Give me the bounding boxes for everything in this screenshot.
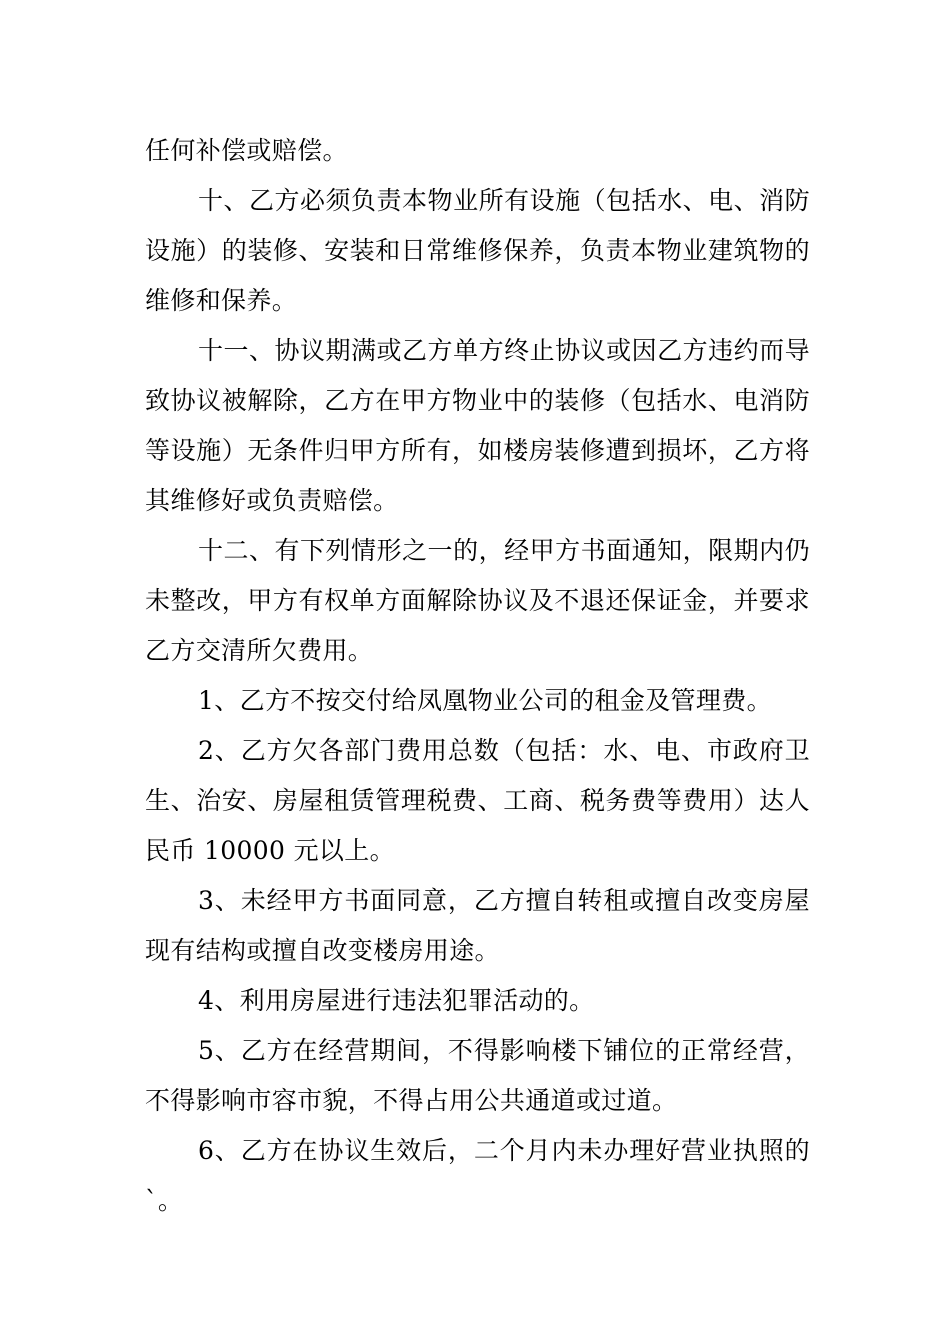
list-item-2: 2、乙方欠各部门费用总数（包括：水、电、市政府卫生、治安、房屋租赁管理税费、工商、税务费等费用）达人民币 10000 元以上。 xyxy=(145,736,810,865)
list-item-1: 1、乙方不按交付给凤凰物业公司的租金及管理费。 xyxy=(198,686,772,715)
paragraph-continuation: 任何补偿或赔偿。 xyxy=(145,136,348,165)
paragraph-clause-12: 十二、有下列情形之一的，经甲方书面通知，限期内仍未整改，甲方有权单方面解除协议及不退还保证金，并要求乙方交清所欠费用。 xyxy=(145,536,810,665)
paragraph-clause-10: 十、乙方必须负责本物业所有设施（包括水、电、消防设施）的装修、安装和日常维修保养，负责本物业建筑物的维修和保养。 xyxy=(145,186,810,315)
list-item-3: 3、未经甲方书面同意，乙方擅自转租或擅自改变房屋现有结构或擅自改变楼房用途。 xyxy=(145,886,810,965)
paragraph-clause-11: 十一、协议期满或乙方单方终止协议或因乙方违约而导致协议被解除，乙方在甲方物业中的装修（包括水、电消防等设施）无条件归甲方所有，如楼房装修遭到损坏，乙方将其维修好或负责赔偿。 xyxy=(145,336,810,515)
list-item-6: 6、乙方在协议生效后，二个月内未办理好营业执照的`。 xyxy=(145,1136,810,1215)
document-page xyxy=(145,126,810,1226)
list-item-5: 5、乙方在经营期间，不得影响楼下铺位的正常经营，不得影响市容市貌，不得占用公共通道或过道。 xyxy=(145,1036,810,1115)
list-item-4: 4、利用房屋进行违法犯罪活动的。 xyxy=(198,986,595,1015)
